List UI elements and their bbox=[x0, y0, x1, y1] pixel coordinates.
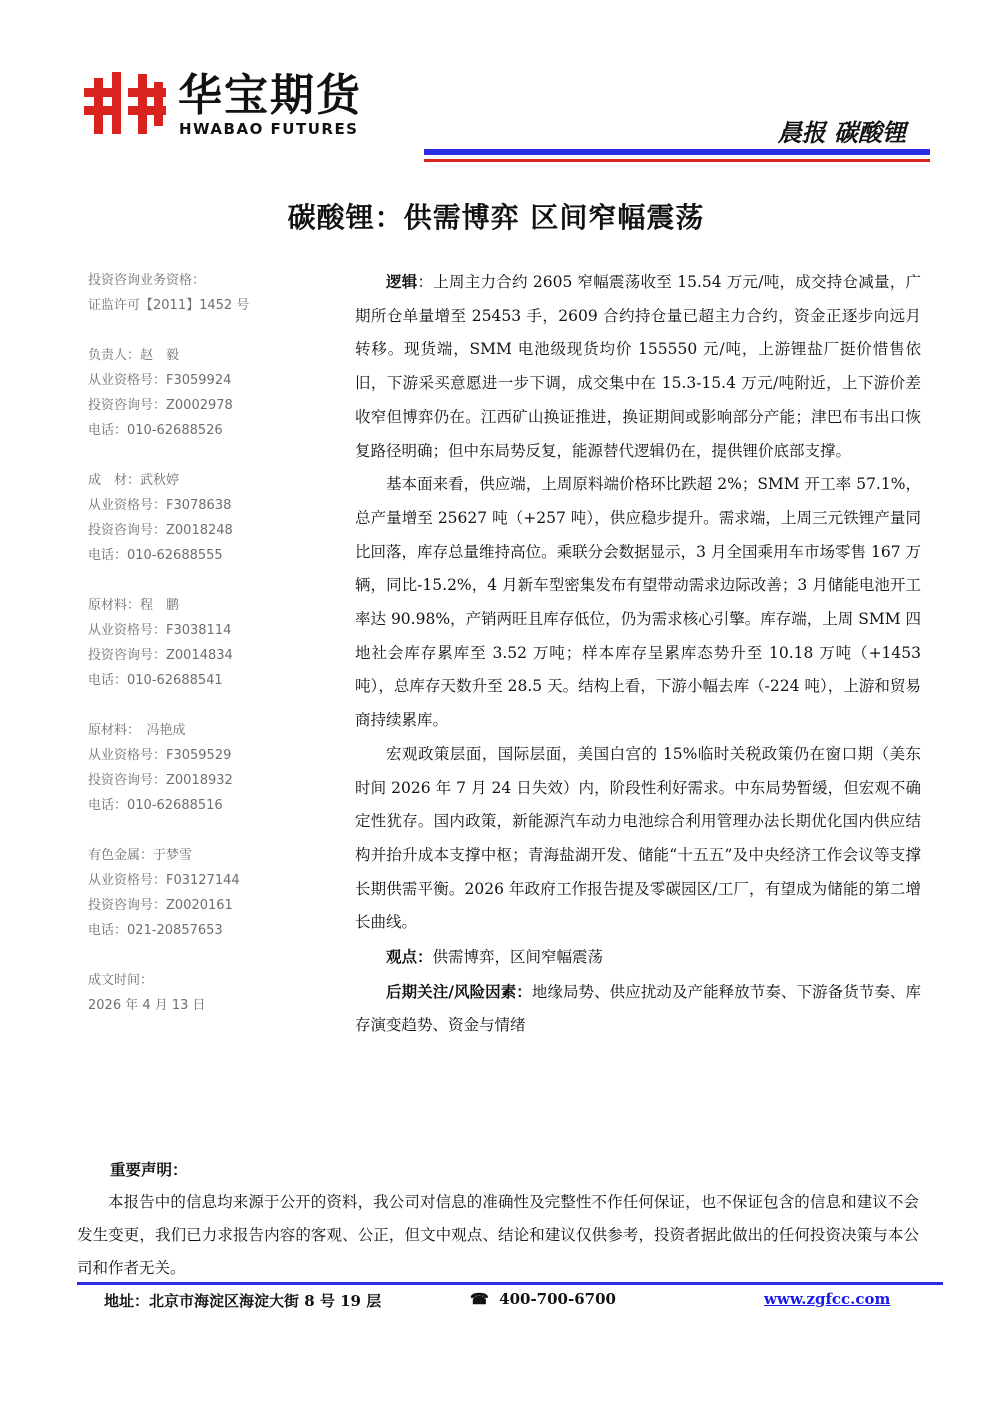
sidebar-gap bbox=[88, 818, 338, 843]
footer-website-link[interactable]: www.zgfcc.com bbox=[764, 1290, 891, 1308]
sidebar-line: 从业资格号：F3038114 bbox=[88, 623, 232, 638]
sidebar-line: 从业资格号：F3059924 bbox=[88, 373, 232, 388]
sidebar-gap bbox=[88, 318, 338, 343]
header-rule-blue bbox=[424, 149, 930, 155]
sidebar-line: 从业资格号：F3059529 bbox=[88, 748, 232, 763]
sidebar-line: 有色金属：于梦雪 bbox=[88, 848, 193, 863]
header-rule-red bbox=[424, 159, 930, 162]
sidebar-line: 投资咨询号：Z0018248 bbox=[88, 523, 233, 538]
sidebar-gap bbox=[88, 693, 338, 718]
sidebar-line: 电话：010-62688526 bbox=[88, 423, 223, 438]
company-logo bbox=[82, 70, 382, 142]
logo-english-name: HWABAO FUTURES bbox=[179, 120, 359, 138]
risk-paragraph bbox=[355, 975, 921, 1043]
sidebar-line: 原材料：程 鹏 bbox=[88, 598, 180, 613]
sidebar-line: 从业资格号：F03127144 bbox=[88, 873, 240, 888]
view-label: 观点： bbox=[386, 947, 433, 967]
sidebar-line: 成 材：武秋婷 bbox=[88, 473, 180, 488]
analyst-sidebar bbox=[88, 268, 338, 1018]
sidebar-gap bbox=[88, 943, 338, 968]
sidebar-line: 投资咨询业务资格： bbox=[88, 273, 206, 288]
report-body bbox=[355, 265, 921, 1043]
sidebar-line: 2026 年 4 月 13 日 bbox=[88, 998, 206, 1013]
logic-label: 逻辑 bbox=[386, 272, 418, 291]
footer-rule bbox=[77, 1282, 943, 1285]
logic-paragraph bbox=[355, 265, 921, 468]
logic-text: ：上周主力合约 2605 窄幅震荡收至 15.54 万元/吨，成交持仓减量，广期所仓单量增至 25453 手，2609 合约持仓量已超主力合约，资金正逐步向远月转移。现货端，SMM 电池级现货均价 155550 元/吨，上游锂盐厂挺价惜售依旧，下游采买意愿进一步下调，成交集中在 15.3-15.4 万元/吨附近，上下游价差收窄但博弈仍在。江西矿山换证推进，换证期间或影响部分产能；津巴布韦出口恢复路径明确；但中东局势反复，能源替代逻辑仍在，提供锂价底部支撑。 bbox=[355, 273, 921, 460]
footer-address: 地址：北京市海淀区海淀大街 8 号 19 层 bbox=[104, 1292, 382, 1310]
fundamentals-paragraph: 基本面来看，供应端，上周原料端价格环比跌超 2%；SMM 开工率 57.1%，总产量增至 25627 吨（+257 吨），供应稳步提升。需求端，上周三元铁锂产量同比回落，库存总量维持高位。乘联分会数据显示，3 月全国乘用车市场零售 167 万辆，同比-15.2%，4 月新车型密集发布有望带动需求边际改善；3 月储能电池开工率达 90.98%，产销两旺且库存低位，仍为需求核心引擎。库存端，上周 SMM 四地社会库存累库至 3.52 万吨；样本库存呈累库态势升至 10.18 万吨（+1453 吨），总库存天数升至 28.5 天。结构上看，下游小幅去库（-224 吨），上游和贸易商持续累库。 bbox=[355, 475, 921, 730]
sidebar-line: 电话：010-62688516 bbox=[88, 798, 223, 813]
footer-phone-number: 400-700-6700 bbox=[499, 1290, 616, 1308]
view-text: 供需博弈，区间窄幅震荡 bbox=[432, 948, 604, 967]
sidebar-gap bbox=[88, 568, 338, 593]
logo-chinese-name: 华宝期货 bbox=[178, 70, 362, 121]
footer-phone bbox=[470, 1290, 616, 1308]
disclaimer-heading: 重要声明： bbox=[110, 1160, 188, 1179]
sidebar-line: 投资咨询号：Z0014834 bbox=[88, 648, 233, 663]
sidebar-line: 原材料： 冯艳成 bbox=[88, 723, 186, 738]
view-paragraph bbox=[355, 940, 921, 975]
hwabao-logo-mark-icon bbox=[82, 70, 168, 140]
sidebar-line: 投资咨询号：Z0018932 bbox=[88, 773, 233, 788]
report-title: 碳酸锂：供需博弈 区间窄幅震荡 bbox=[287, 201, 705, 234]
sidebar-line: 成文时间： bbox=[88, 973, 154, 988]
sidebar-line: 电话：010-62688555 bbox=[88, 548, 223, 563]
sidebar-line: 电话：021-20857653 bbox=[88, 923, 223, 938]
phone-icon: ☎ bbox=[470, 1290, 489, 1308]
report-type-label: 晨报 碳酸锂 bbox=[777, 118, 906, 147]
sidebar-line: 负责人：赵 毅 bbox=[88, 348, 180, 363]
sidebar-line: 从业资格号：F3078638 bbox=[88, 498, 232, 513]
macro-paragraph: 宏观政策层面，国际层面，美国白宫的 15%临时关税政策仍在窗口期（美东时间 2026 年 7 月 24 日失效）内，阶段性利好需求。中东局势暂缓，但宏观不确定性犹存。国内政策，新能源汽车动力电池综合利用管理办法长期优化国内供应结构并抬升成本支撑中枢；青海盐湖开发、储能“十五五”及中央经济工作会议等支撑长期供需平衡。2026 年政府工作报告提及零碳园区/工厂，有望成为储能的第二增长曲线。 bbox=[355, 744, 921, 932]
risk-text: 地缘局势、供应扰动及产能释放节奏、下游备货节奏、库存演变趋势、资金与情绪 bbox=[355, 982, 921, 1035]
sidebar-gap bbox=[88, 443, 338, 468]
risk-label: 后期关注/风险因素： bbox=[386, 981, 532, 1001]
disclaimer-text: 本报告中的信息均来源于公开的资料，我公司对信息的准确性及完整性不作任何保证，也不保证包含的信息和建议不会发生变更，我们已力求报告内容的客观、公正，但文中观点、结论和建议仅供参考，投资者据此做出的任何投资决策与本公司和作者无关。 bbox=[77, 1193, 919, 1277]
sidebar-line: 投资咨询号：Z0002978 bbox=[88, 398, 233, 413]
sidebar-line: 电话：010-62688541 bbox=[88, 673, 223, 688]
sidebar-line: 证监许可【2011】1452 号 bbox=[88, 298, 250, 313]
sidebar-line: 投资咨询号：Z0020161 bbox=[88, 898, 233, 913]
disclaimer bbox=[77, 1153, 919, 1285]
